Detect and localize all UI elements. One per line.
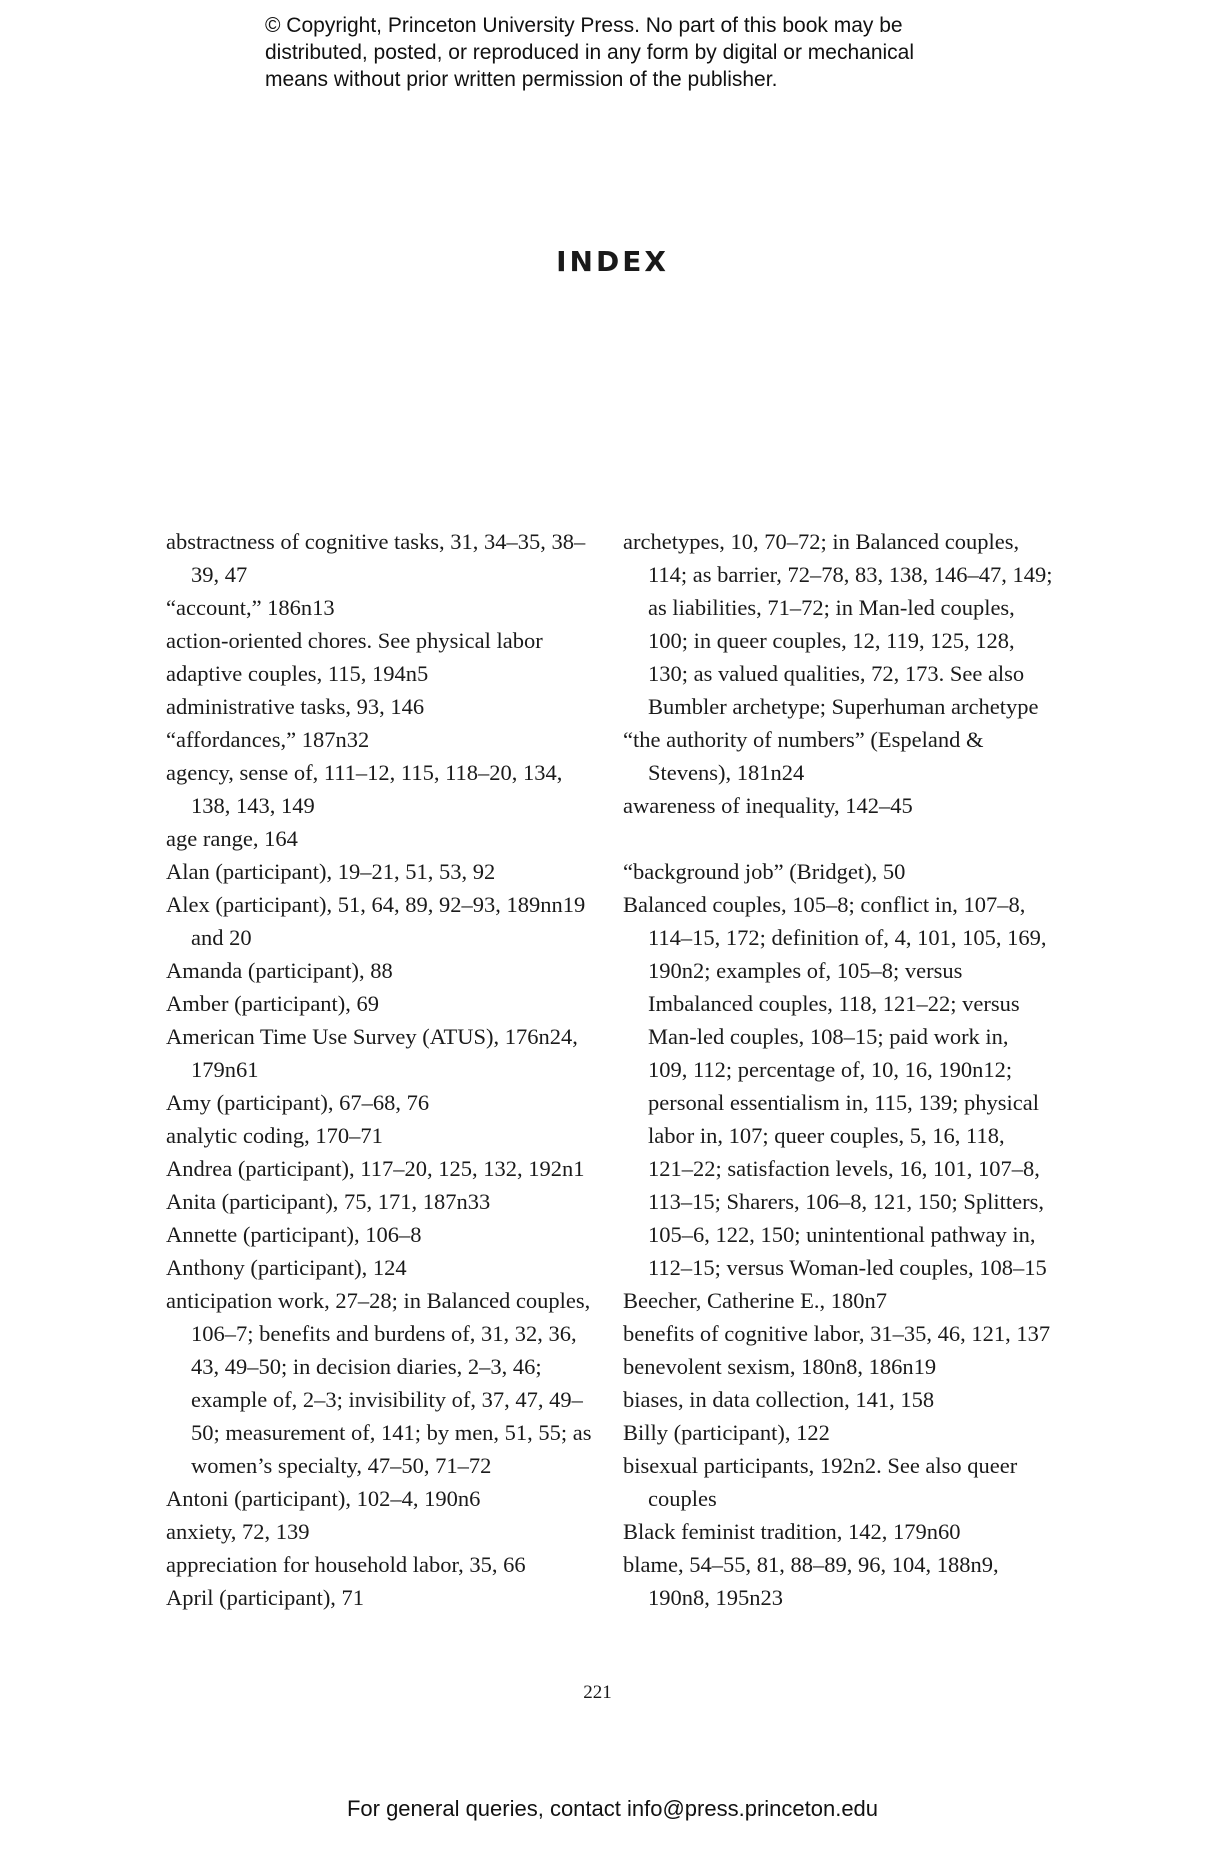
index-entry: Amy (participant), 67–68, 76 xyxy=(166,1090,430,1115)
index-entry: archetypes, 10, 70–72; in Balanced couples, 114; as barrier, 72–78, 83, 138, 146–47, 149; as liabilities, 71–72; in Man-led couples, 100; in queer couples, 12, 119, 125, 128, 130; as valued qualities, 72, 173. See also Bumbler archetype; Superhuman archetype xyxy=(623,529,1053,719)
index-entry: bisexual participants, 192n2. See also queer couples xyxy=(623,1453,1018,1511)
copyright-line: distributed, posted, or reproduced in any form by digital or mechanical xyxy=(265,41,915,64)
page-title: INDEX xyxy=(556,245,669,278)
index-entry: anxiety, 72, 139 xyxy=(166,1519,310,1544)
index-entry: Billy (participant), 122 xyxy=(623,1420,830,1445)
index-entry: analytic coding, 170–71 xyxy=(166,1123,383,1148)
index-entry: appreciation for household labor, 35, 66 xyxy=(166,1552,526,1577)
copyright-line: © Copyright, Princeton University Press. No part of this book may be xyxy=(265,14,903,37)
index-entry: anticipation work, 27–28; in Balanced couples, 106–7; benefits and burdens of, 31, 32, 36, 43, 49–50; in decision diaries, 2–3, 46; example of, 2–3; invisibility of, 37, 47, 49–50; measurement of, 141; by men, 51, 55; as women’s specialty, 47–50, 71–72 xyxy=(166,1288,592,1478)
index-entry: age range, 164 xyxy=(166,826,298,851)
index-entry: Anita (participant), 75, 171, 187n33 xyxy=(166,1189,491,1214)
copyright-notice xyxy=(265,12,985,93)
index-column-left xyxy=(166,525,596,1614)
index-entry: agency, sense of, 111–12, 115, 118–20, 134, 138, 143, 149 xyxy=(166,760,563,818)
index-entry: Andrea (participant), 117–20, 125, 132, 192n1 xyxy=(166,1156,585,1181)
index-entry: American Time Use Survey (ATUS), 176n24, 179n61 xyxy=(166,1024,578,1082)
index-entry: blame, 54–55, 81, 88–89, 96, 104, 188n9, 190n8, 195n23 xyxy=(623,1552,999,1610)
index-entry: administrative tasks, 93, 146 xyxy=(166,694,425,719)
index-entry: Beecher, Catherine E., 180n7 xyxy=(623,1288,888,1313)
index-entry: “account,” 186n13 xyxy=(166,595,335,620)
index-entry: benefits of cognitive labor, 31–35, 46, 121, 137 xyxy=(623,1321,1051,1346)
index-entry: “background job” (Bridget), 50 xyxy=(623,859,906,884)
page-number: 221 xyxy=(583,1682,612,1703)
index-entry: Anthony (participant), 124 xyxy=(166,1255,407,1280)
index-entry: abstractness of cognitive tasks, 31, 34–35, 38–39, 47 xyxy=(166,529,586,587)
index-entry: benevolent sexism, 180n8, 186n19 xyxy=(623,1354,937,1379)
index-entry: adaptive couples, 115, 194n5 xyxy=(166,661,429,686)
index-entry: “the authority of numbers” (Espeland & Stevens), 181n24 xyxy=(623,727,984,785)
index-entry: Alex (participant), 51, 64, 89, 92–93, 189nn19 and 20 xyxy=(166,892,586,950)
index-entry: April (participant), 71 xyxy=(166,1585,365,1610)
index-entry: Annette (participant), 106–8 xyxy=(166,1222,422,1247)
index-entry: Antoni (participant), 102–4, 190n6 xyxy=(166,1486,481,1511)
index-entry: Amber (participant), 69 xyxy=(166,991,380,1016)
index-entry: “affordances,” 187n32 xyxy=(166,727,370,752)
index-entry: Alan (participant), 19–21, 51, 53, 92 xyxy=(166,859,496,884)
index-entry: Balanced couples, 105–8; conflict in, 107–8, 114–15, 172; definition of, 4, 101, 105, 169, 190n2; examples of, 105–8; versus Imbalanced couples, 118, 121–22; versus Man-led couples, 108–15; paid work in, 109, 112; percentage of, 10, 16, 190n12; personal essentialism in, 115, 139; physical labor in, 107; queer couples, 5, 16, 118, 121–22; satisfaction levels, 16, 101, 107–8, 113–15; Sharers, 106–8, 121, 150; Splitters, 105–6, 122, 150; unintentional pathway in, 112–15; versus Woman-led couples, 108–15 xyxy=(623,892,1047,1280)
footer-contact: For general queries, contact info@press.princeton.edu xyxy=(346,1796,879,1821)
index-entry: Black feminist tradition, 142, 179n60 xyxy=(623,1519,961,1544)
index-entry: biases, in data collection, 141, 158 xyxy=(623,1387,935,1412)
index-entry: awareness of inequality, 142–45 xyxy=(623,793,913,818)
index-entry: Amanda (participant), 88 xyxy=(166,958,393,983)
copyright-line: means without prior written permission of the publisher. xyxy=(265,68,778,91)
index-column-right xyxy=(623,525,1053,1614)
index-entry: action-oriented chores. See physical labor xyxy=(166,628,543,653)
